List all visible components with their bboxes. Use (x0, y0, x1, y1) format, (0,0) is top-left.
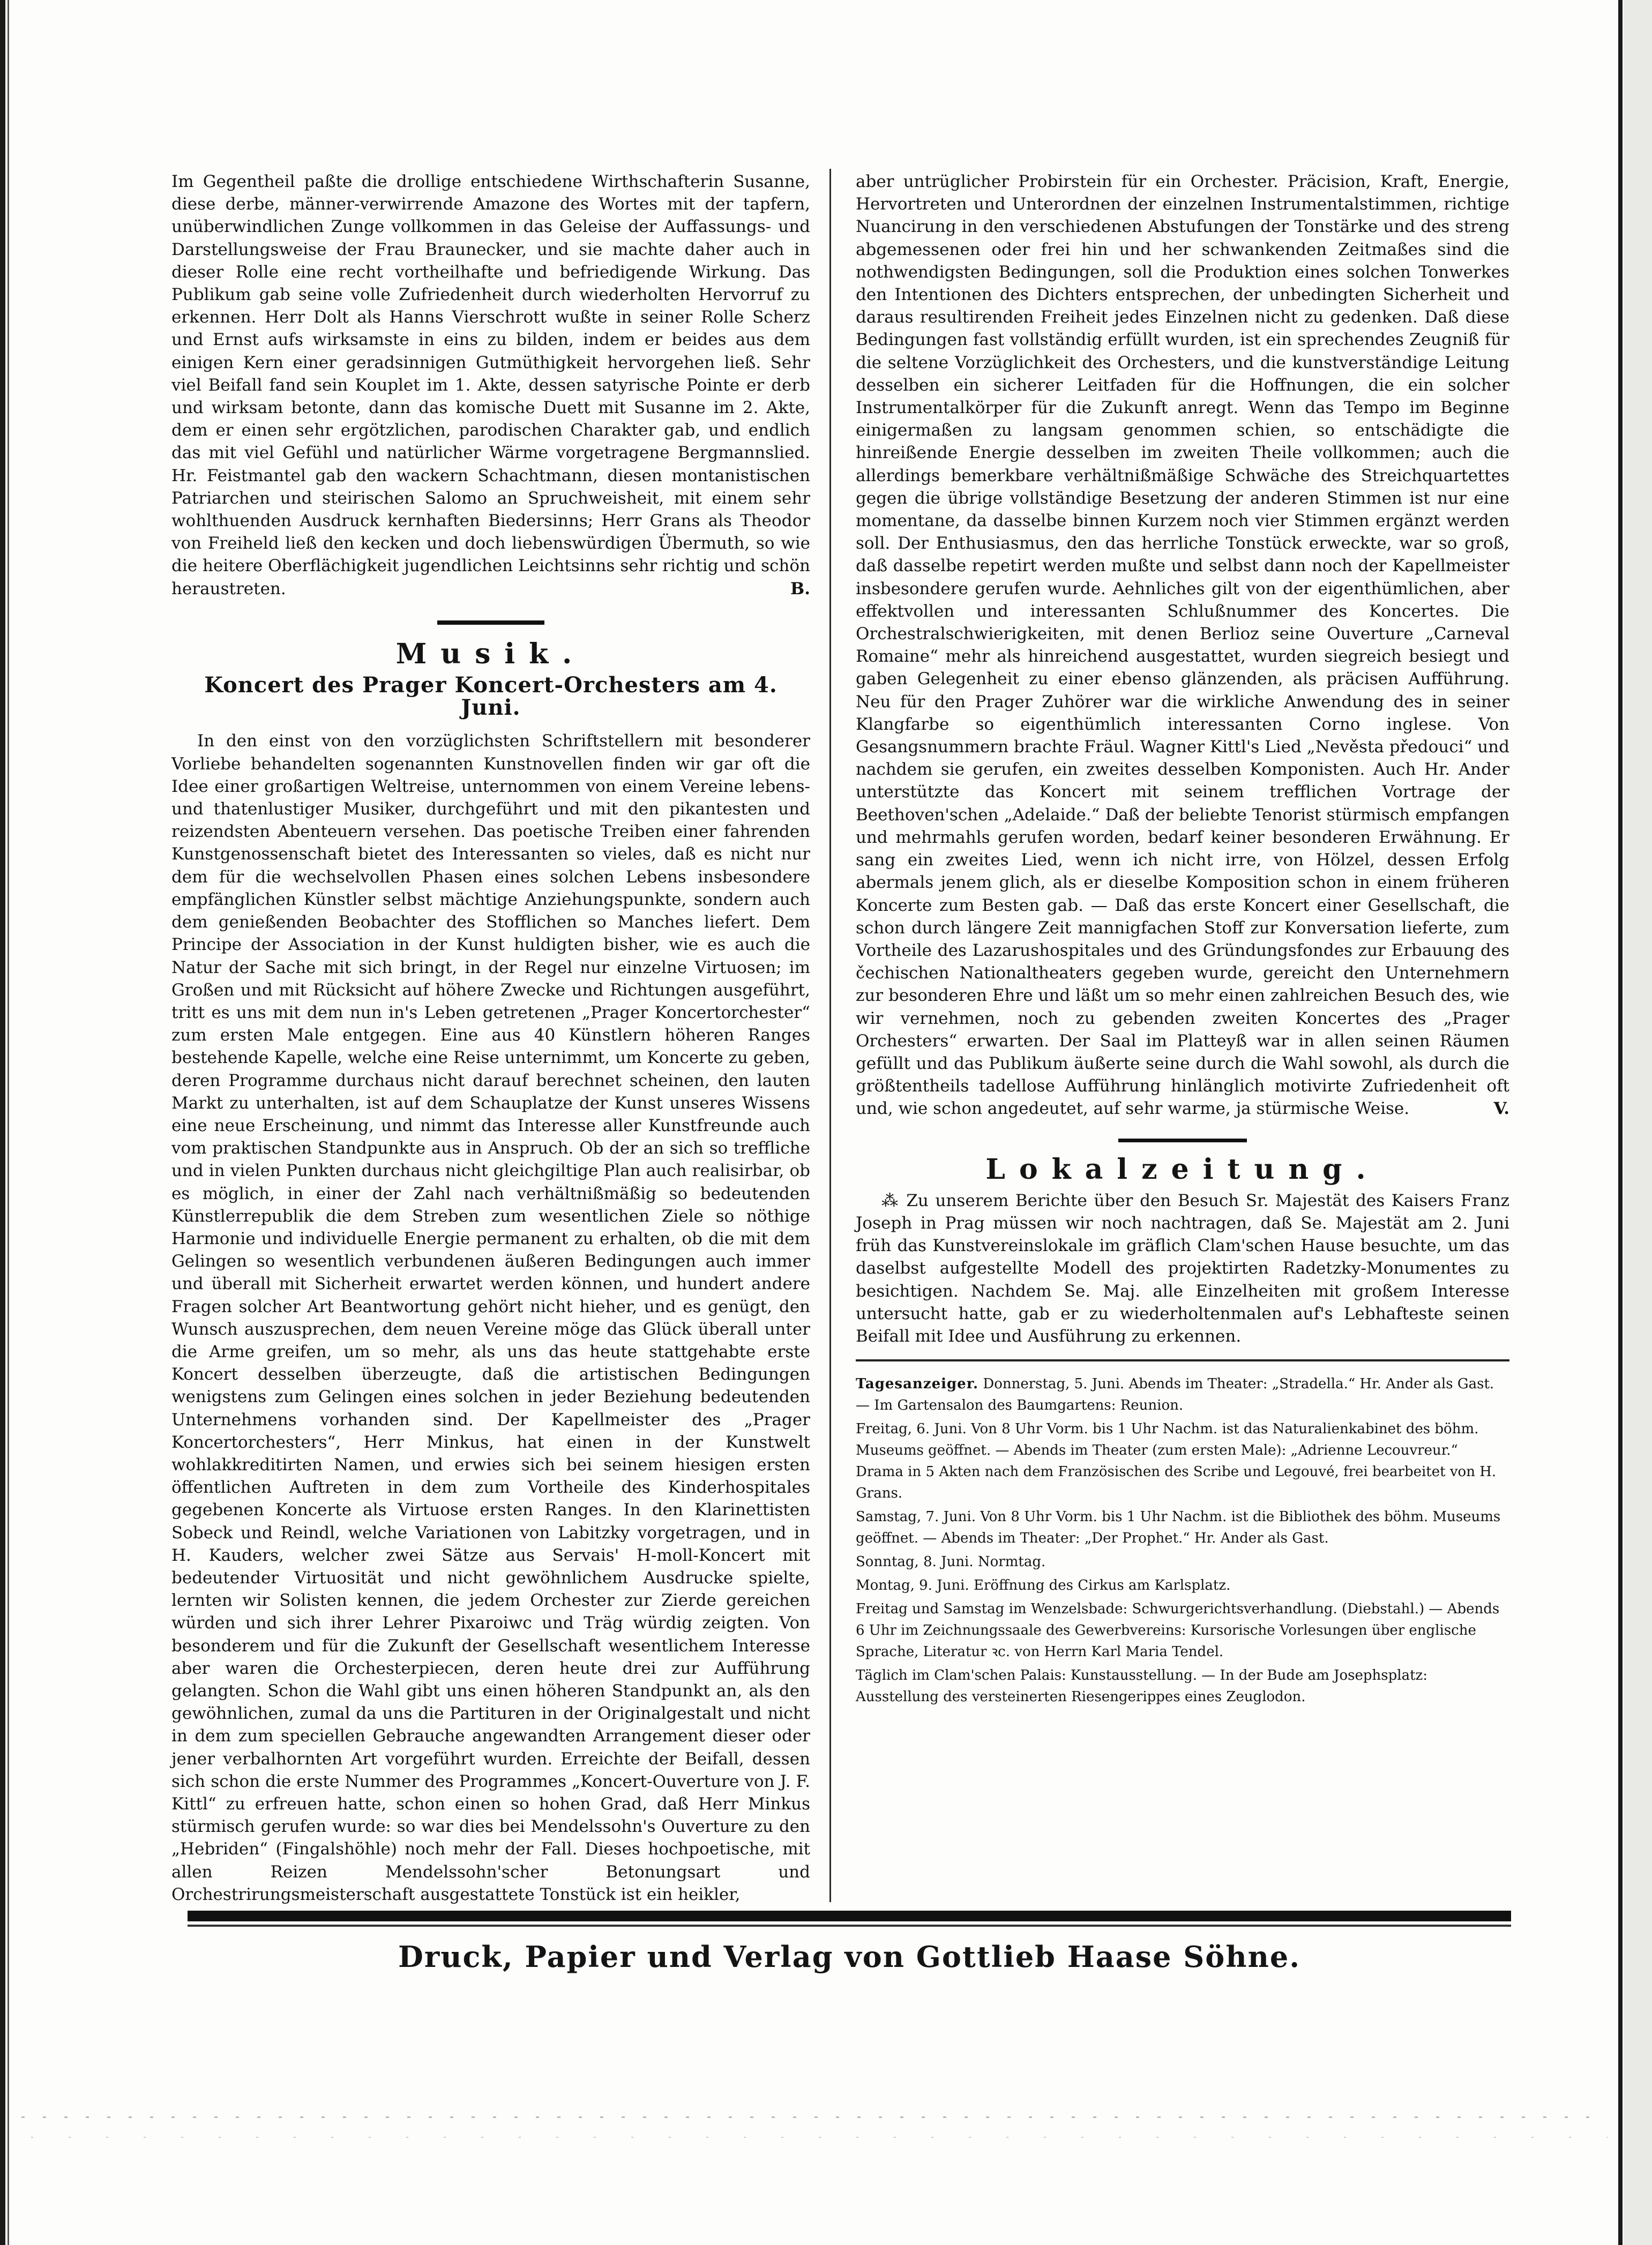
publisher-imprint: Druck, Papier und Verlag von Gottlieb Haase Söhne. (398, 1940, 1300, 1974)
agenda-item: Samstag, 7. Juni. Von 8 Uhr Vorm. bis 1 Uhr Nachm. ist die Bibliothek des böhm. Museums geöffnet. — Abends im Theater: „Der Prophet.“ Hr. Ander als Gast. (856, 1509, 1501, 1547)
agenda-divider (856, 1359, 1509, 1361)
page-edge-right (1618, 0, 1623, 2245)
section-divider (437, 620, 544, 625)
local-news-text: ⁂ Zu unserem Berichte über den Besuch Sr. Majestät des Kaisers Franz Joseph in Prag müssen wir noch nachtragen, daß Se. Majestät am 2. Juni früh das Kunstvereinslokale im gräflich Clam'schen Hause besuchte, um das daselbst aufgestellte Modell des projektirten Radetzky-Monumentes zu besichtigen. Nachdem Se. Maj. alle Einzelheiten mit großem Interesse untersucht hatte, gab er zu wiederholtenmalen auf's Lebhafteste seinen Beifall mit Idee und Ausführung zu erkennen. (856, 1191, 1509, 1346)
theater-review-signature: B. (790, 579, 810, 598)
daily-agenda (856, 1373, 1509, 1708)
theater-review-text: Im Gegentheil paßte die drollige entschiedene Wirthschafterin Susanne, diese derbe, männer-verwirrende Amazone des Wortes mit der tapfern, unüberwindlichen Zunge vollkommen in das Geleise der Auffassungs- und Darstellungsweise der Frau Braunecker, und sie machte daher auch in dieser Rolle eine recht vortheilhafte und befriedigende Wirkung. Das Publikum gab seine volle Zufriedenheit durch wiederholten Hervorruf zu erkennen. Herr Dolt als Hanns Vierschrott wußte in seiner Rolle Scherz und Ernst aufs wirksamste in eins zu bilden, indem er beides aus dem einigen Kern einer geradsinnigen Gutmüthigkeit hervorgehen ließ. Sehr viel Beifall fand sein Kouplet im 1. Akte, dessen satyrische Pointe er derb und wirksam betonte, dann das komische Duett mit Susanne im 2. Akte, dem er einen sehr ergötzlichen, parodischen Charakter gab, und endlich das mit viel Gefühl und natürlicher Wärme vorgetragene Bergmannslied. Hr. Feistmantel gab den wackern Schachtmann, diesen montanistischen Patriarchen und steirischen Salomo an Spruchweisheit, mit einem sehr wohlthuenden Ausdruck kernhaften Biedersinns; Herr Grans als Theodor von Freiheld ließ den kecken und doch liebenswürdigen Übermuth, so wie die heitere Oberflächigkeit jugendlichen Leichtsinns sehr richtig und schön heraustreten. B. (171, 170, 810, 600)
agenda-item: Montag, 9. Juni. Eröffnung des Cirkus am Karlsplatz. (856, 1577, 1231, 1594)
footer-rule-thin (188, 1925, 1511, 1927)
next-page-edge (1624, 0, 1652, 2245)
column-divider (829, 169, 831, 1902)
agenda-item: Tagesanzeiger. Donnerstag, 5. Juni. Abends im Theater: „Stradella.“ Hr. Ander als Gast. — Im Gartensalon des Baumgartens: Reunion. (856, 1376, 1494, 1414)
agenda-label: Tagesanzeiger. (856, 1376, 979, 1393)
concert-subtitle: Koncert des Prager Koncert-Orchesters am 4. Juni. (204, 672, 778, 721)
concert-review-text: In den einst von den vorzüglichsten Schriftstellern mit besonderer Vorliebe behandelten sogenannten Kunstnovellen finden wir gar oft die Idee einer großartigen Weltreise, unternommen von einem Vereine lebens- und thatenlustiger Musiker, durchgeführt und mit den pikantesten und reizendsten Abenteuern versehen. Das poetische Treiben einer fahrenden Kunstgenossenschaft bietet des Interessanten so vieles, daß es nicht nur dem für die wechselvollen Phasen eines solchen Lebens insbesondere empfänglichen Künstler selbst mächtige Anziehungspunkte, sondern auch dem genießenden Beobachter des Stofflichen so Manches liefert. Dem Principe der Association in der Kunst huldigten bisher, wie es auch die Natur der Sache mit sich bringt, in der Regel nur einzelne Virtuosen; im Großen und mit Rücksicht auf höhere Zwecke und Richtungen ausgeführt, tritt es uns mit dem nun in's Leben getretenen „Prager Koncertorchester“ zum ersten Male entgegen. Eine aus 40 Künstlern höheren Ranges bestehende Kapelle, welche eine Reise unternimmt, um Koncerte zu geben, deren Programme durchaus nicht darauf berechnet scheinen, den lauten Markt zu unterhalten, ist auf dem Schauplatze der Kunst unseres Wissens eine neue Erscheinung, und nimmt das Interesse aller Kunstfreunde auch vom praktischen Standpunkte aus in Anspruch. Ob der an sich so treffliche und in vielen Punkten durchaus nicht gleichgiltige Plan auch realisirbar, ob es möglich, in einer der Zahl nach verhältnißmäßig so bedeutenden Künstlerrepublik die dem Streben zum wesentlichen Ziele so nöthige Harmonie und individuelle Energie permanent zu erhalten, ob die mit dem Gelingen so wesentlich verbundenen äußeren Bedingungen auch immer und überall mit Sicherheit erwartet werden können, und hundert andere Fragen solcher Art Beantwortung gehört nicht hieher, und es genügt, den Wunsch auszusprechen, dem neuen Vereine möge das Glück überall unter die Arme greifen, um so mehr, als uns das heute stattgehabte erste Koncert desselben überzeugte, daß die artistischen Bedingungen wenigstens zum Gelingen eines solchen in jeder Beziehung bedeutenden Unternehmens vorhanden sind. Der Kapellmeister des „Prager Koncertorchesters“, Herr Minkus, hat einen in der Kunstwelt wohlakkreditirten Namen, und erwies sich bei seinem hiesigen ersten öffentlichen Auftreten in dem zum Vortheile des Kinderhospitales gegebenen Koncerte als Virtuose ersten Ranges. In den Klarinettisten Sobeck und Reindl, welche Variationen von Labitzky vorgetragen, und in H. Kauders, welcher zwei Sätze aus Servais' H-moll-Koncert mit bedeutender Virtuosität und nicht gewöhnlichem Ausdrucke spielte, lernten wir Solisten kennen, die jedem Orchester zur Zierde gereichen würden und sich ihrer Lehrer Pixaroiwc und Träg würdig zeigten. Von besonderem und für die Zukunft der Gesellschaft wesentlichem Interesse aber waren die Orchesterpiecen, deren heute drei zur Aufführung gelangten. Schon die Wahl gibt uns einen höheren Standpunkt an, als den gewöhnlichen, zumal da uns die Partituren in der Originalgestalt und nicht in dem zum speciellen Gebrauche angewandten Arrangement dieser oder jener verbalhornten Art vorgeführt wurden. Erreichte der Beifall, dessen sich schon die erste Nummer des Programmes „Koncert-Ouverture von J. F. Kittl“ zu erfreuen hatte, schon einen so hohen Grad, daß Herr Minkus stürmisch gerufen wurde: so war dies bei Mendelssohn's Ouverture zu den „Hebriden“ (Fingalshöhle) noch mehr der Fall. Dieses hochpoetische, mit allen Reizen Mendelssohn'scher Betonungsart und Orchestrirungsmeisterschaft ausgestattete Tonstück ist ein heikler, (171, 731, 810, 1904)
concert-review-signature: V. (1493, 1099, 1509, 1119)
local-news-title: Lokalzeitung. (985, 1153, 1380, 1186)
music-section-title: Musik. (395, 637, 586, 670)
right-column (856, 170, 1509, 1710)
page-edge-left-line (8, 0, 9, 2245)
left-column (171, 170, 810, 1906)
scan-noise (21, 2116, 1608, 2118)
page-edge-left (0, 0, 5, 2245)
section-divider (1118, 1139, 1247, 1142)
agenda-item: Freitag und Samstag im Wenzelsbade: Schwurgerichtsverhandlung. (Diebstahl.) — Abends 6 Uhr im Zeichnungssaale des Gewerbvereins: Kursorische Vorlesungen über englische Sprache, Literatur ꝛc. von Herrn Karl Maria Tendel. (856, 1601, 1500, 1660)
scan-noise (21, 2137, 1608, 2138)
agenda-item: Täglich im Clam'schen Palais: Kunstausstellung. — In der Bude am Josephsplatz: Ausstellung des versteinerten Riesengerippes eines Zeuglodon. (856, 1667, 1427, 1705)
concert-review-continued: aber untrüglicher Probirstein für ein Orchester. Präcision, Kraft, Energie, Hervortreten und Unterordnen der einzelnen Instrumentalstimmen, richtige Nuancirung in den verschiedenen Abstufungen der Tonstärke und des streng abgemessenen oder frei hin und her schwankenden Zeitmaßes sind die nothwendigsten Bedingungen, soll die Produktion eines solchen Tonwerkes den Intentionen des Dichters entsprechen, der unbedingten Sicherheit und daraus resultirenden Freiheit jedes Einzelnen nicht zu gedenken. Daß diese Bedingungen fast vollständig erfüllt wurden, ist ein sprechendes Zeugniß für die seltene Vorzüglichkeit des Orchesters, und die kunstverständige Leitung desselben ein sicherer Leitfaden für die Hoffnungen, die ein solcher Instrumentalkörper für die Zukunft anregt. Wenn das Tempo im Beginne einigermaßen zu langsam genommen schien, so entschädigte die hinreißende Energie desselben im zweiten Theile vollkommen; auch die allerdings bemerkbare verhältnißmäßige Schwäche des Streichquartettes gegen die übrige vollständige Besetzung der anderen Stimmen ist nur eine momentane, da dasselbe binnen Kurzem noch vier Stimmen ergänzt werden soll. Der Enthusiasmus, den das herrliche Tonstück erweckte, war so groß, daß dasselbe repetirt werden mußte und selbst dann noch der Kapellmeister insbesondere gerufen wurde. Aehnliches gilt von der eigenthümlichen, aber effektvollen und interessanten Schlußnummer des Koncertes. Die Orchestralschwierigkeiten, mit denen Berlioz seine Ouverture „Carneval Romaine“ mehr als hinreichend ausgestattet, wurden siegreich besiegt und gaben Gelegenheit zu einer ebenso glänzenden, als präcisen Aufführung. Neu für den Prager Zuhörer war die wirkliche Anwendung des in seiner Klangfarbe so eigenthümlich interessanten Corno inglese. Von Gesangsnummern brachte Fräul. Wagner Kittl's Lied „Nevěsta předouci“ und nachdem sie gerufen, ein zweites desselben Komponisten. Auch Hr. Ander unterstützte das Koncert mit seinem trefflichen Vortrage der Beethoven'schen „Adelaide.“ Daß der beliebte Tenorist stürmisch empfangen und mehrmahls gerufen worden, bedarf keiner besonderen Erwähnung. Er sang ein zweites Lied, wenn ich nicht irre, von Hölzel, dessen Erfolg abermals jenem glich, als er dieselbe Komposition schon in einem früheren Koncerte zum Besten gab. — Daß das erste Koncert einer Gesellschaft, die schon durch längere Zeit mannigfachen Stoff zur Konversation lieferte, zum Vortheile des Lazarushospitales und des Gründungsfondes zur Erbauung des čechischen Nationaltheaters gegeben wurde, gereicht den Unternehmern zur besonderen Ehre und läßt um so mehr einen zahlreichen Besuch des, wie wir vernehmen, noch zu gebenden zweiten Koncertes des „Prager Orchesters“ erwarten. Der Saal im Platteyß war in allen seinen Räumen gefüllt und das Publikum äußerte seine durch die Wahl sowohl, als durch die größtentheils tadellose Aufführung hinlänglich motivirte Zufriedenheit oft und, wie schon angedeutet, auf sehr warme, ja stürmische Weise. V. (856, 170, 1509, 1120)
footer-rule-thick (188, 1911, 1511, 1921)
agenda-item: Sonntag, 8. Juni. Normtag. (856, 1554, 1046, 1570)
agenda-item: Freitag, 6. Juni. Von 8 Uhr Vorm. bis 1 Uhr Nachm. ist das Naturalienkabinet des böhm. Museums geöffnet. — Abends im Theater (zum ersten Male): „Adrienne Lecouvreur.“ Drama in 5 Akten nach dem Französischen des Scribe und Legouvé, frei bearbeitet von H. Grans. (856, 1421, 1497, 1502)
